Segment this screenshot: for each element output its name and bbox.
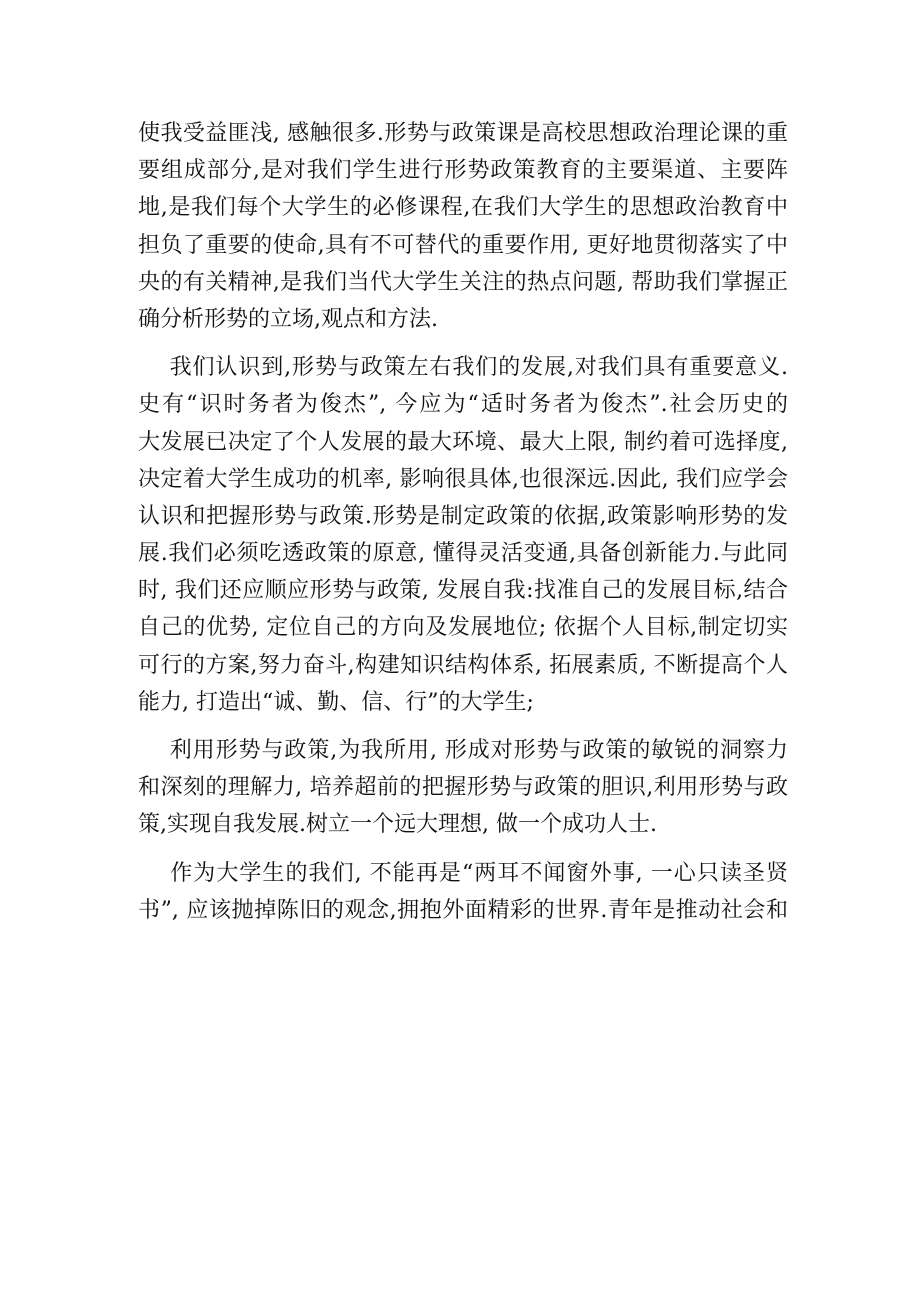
text-line: 央的有关精神,是我们当代大学生关注的热点问题, 帮助我们掌握正 [138,269,788,295]
text-line: 使我受益匪浅, 感触很多.形势与政策课是高校思想政治理论课的重 [138,121,788,146]
paragraph-gap [138,721,788,732]
text-line: 自己的优势, 定位自己的方向及发展地位; 依据个人目标,制定切实 [138,615,788,641]
paragraph-2 [138,349,788,721]
paragraph-gap [138,338,788,349]
text-line: 确分析形势的立场,观点和方法. [138,306,438,332]
text-line: 展.我们必须吃透政策的原意, 懂得灵活变通,具备创新能力.与此同 [138,541,788,567]
text-line: 地,是我们每个大学生的必修课程,在我们大学生的思想政治教育中 [138,195,788,221]
text-line: 时, 我们还应顺应形势与政策, 发展自我:找准自己的发展目标,结合 [138,578,788,604]
text-line: 利用形势与政策,为我所用, 形成对形势与政策的敏锐的洞察力 [138,738,788,763]
text-line: 作为大学生的我们, 不能再是“两耳不闻窗外事, 一心只读圣贤 [138,860,788,886]
text-line: 策,实现自我发展.树立一个远大理想, 做一个成功人士. [138,812,657,838]
text-line: 史有“识时务者为俊杰”, 今应为“适时务者为俊杰”.社会历史的 [138,392,788,418]
text-line: 决定着大学生成功的机率, 影响很具体,也很深远.因此, 我们应学会 [138,466,788,492]
text-line: 书”, 应该抛掉陈旧的观念,拥抱外面精彩的世界.青年是推动社会和 [138,897,788,923]
text-line: 我们认识到,形势与政策左右我们的发展,对我们具有重要意义. [138,355,788,381]
text-line: 认识和把握形势与政策.形势是制定政策的依据,政策影响形势的发 [138,503,788,529]
paragraph-gap [138,844,788,855]
paragraph-1 [138,115,788,338]
paragraph-4 [138,855,788,929]
text-line: 大发展已决定了个人发展的最大环境、最大上限, 制约着可选择度, [138,429,788,455]
text-line: 能力, 打造出“诚、勤、信、行”的大学生; [138,689,534,715]
document-body [138,115,788,929]
text-line: 可行的方案,努力奋斗,构建知识结构体系, 拓展素质, 不断提高个人 [138,652,788,678]
text-line: 担负了重要的使命,具有不可替代的重要作用, 更好地贯彻落实了中 [138,232,788,258]
text-line: 要组成部分,是对我们学生进行形势政策教育的主要渠道、主要阵 [138,158,788,184]
paragraph-3 [138,732,788,844]
text-line: 和深刻的理解力, 培养超前的把握形势与政策的胆识,利用形势与政 [138,775,788,801]
